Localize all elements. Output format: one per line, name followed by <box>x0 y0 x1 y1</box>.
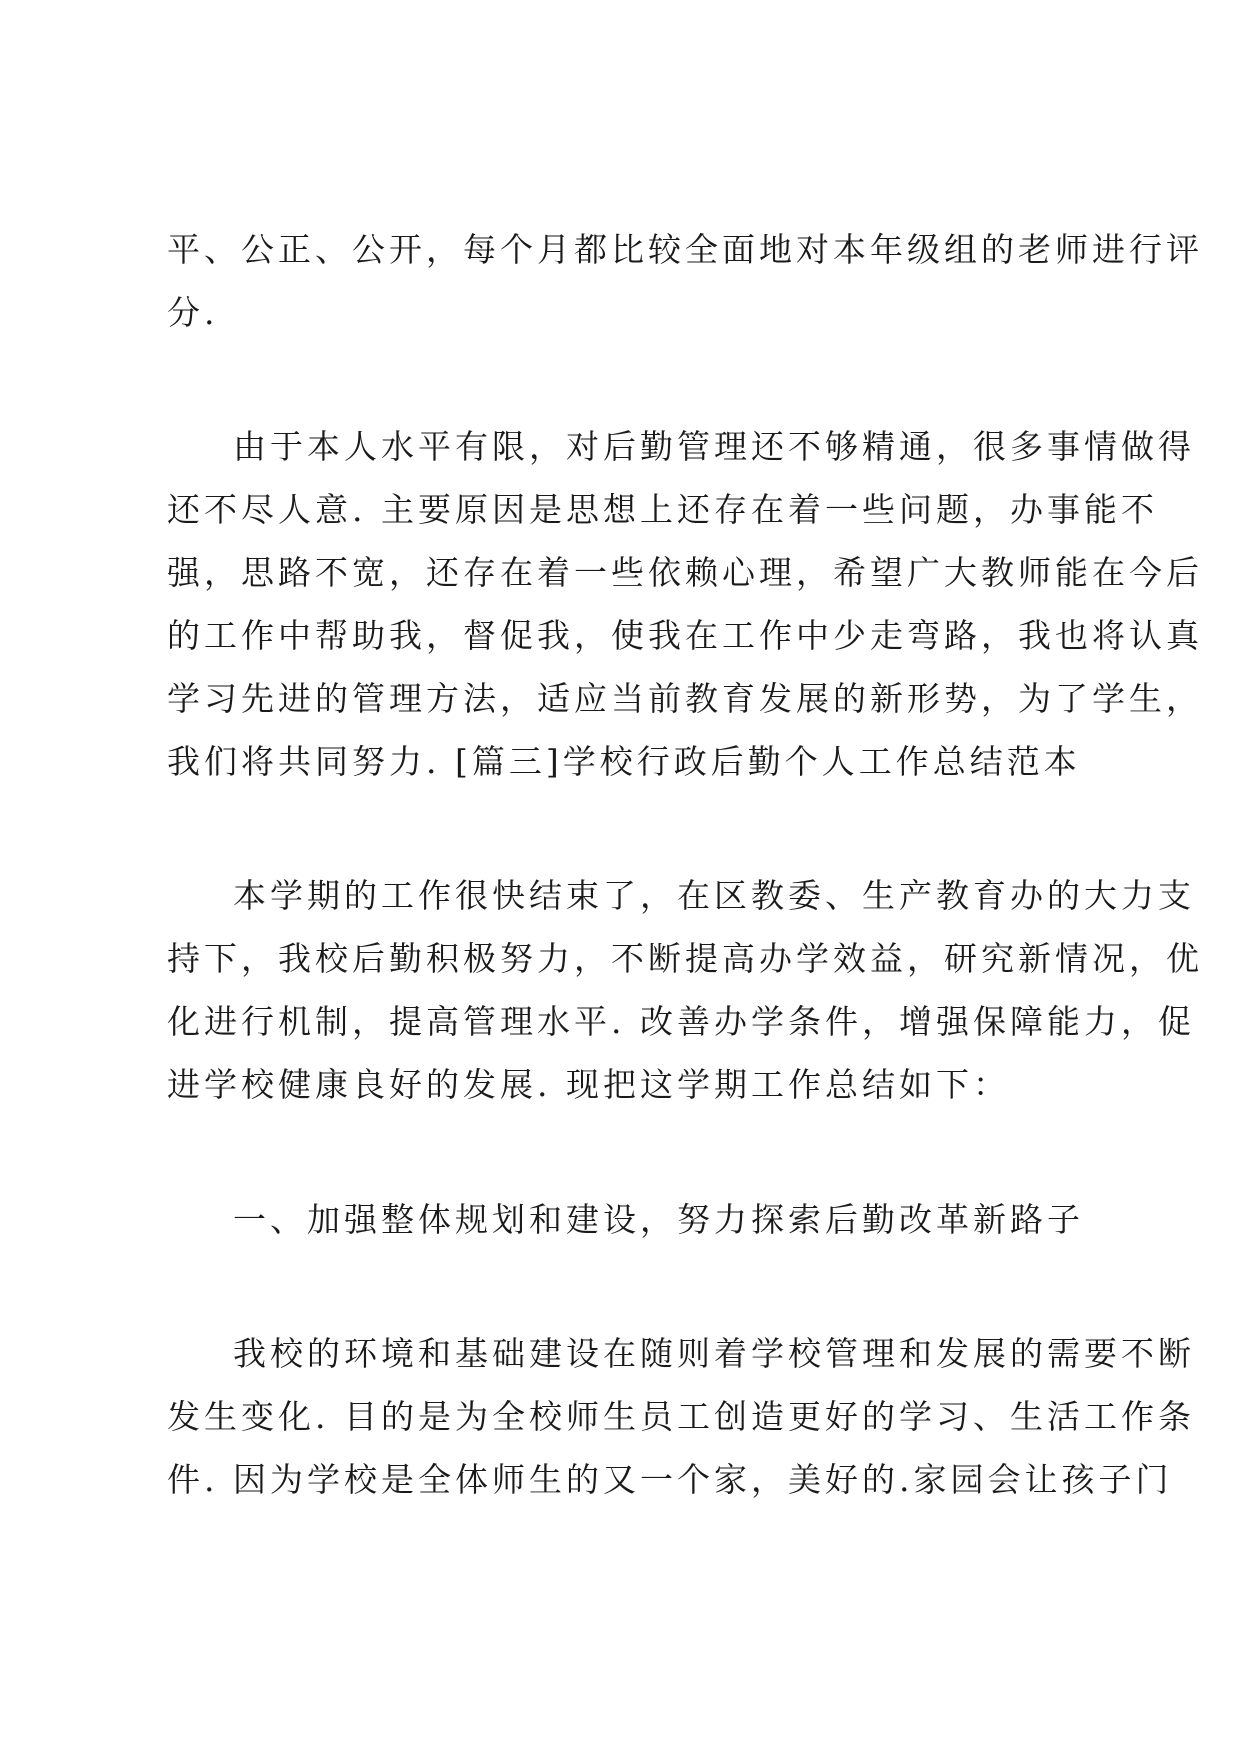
text-line: 持下，我校后勤积极努力，不断提高办学效益，研究新情况，优 <box>167 939 1203 978</box>
text-line: 我校的环境和基础建设在随则着学校管理和发展的需要不断 <box>233 1334 1195 1373</box>
section-heading <box>167 1188 1097 1251</box>
text-line: 发生变化. 目的是为全校师生员工创造更好的学习、生活工作条 <box>167 1397 1195 1436</box>
text-line: 学习先进的管理方法，适应当前教育发展的新形势，为了学生， <box>167 679 1203 718</box>
paragraph-environment <box>167 1322 1195 1511</box>
text-line: 本学期的工作很快结束了，在区教委、生产教育办的大力支 <box>233 876 1195 915</box>
text-line: 的工作中帮助我，督促我，使我在工作中少走弯路，我也将认真 <box>167 616 1203 655</box>
paragraph-continuation <box>167 218 1203 344</box>
text-line: 化进行机制，提高管理水平. 改善办学条件，增强保障能力，促 <box>167 1002 1195 1041</box>
text-line: 由于本人水平有限，对后勤管理还不够精通，很多事情做得 <box>233 427 1195 466</box>
paragraph-limitations <box>167 415 1203 793</box>
text-line: 平、公正、公开，每个月都比较全面地对本年级组的老师进行评 <box>167 230 1203 269</box>
text-line: 件. 因为学校是全体师生的又一个家，美好的.家园会让孩子门 <box>167 1460 1173 1499</box>
text-line: 我们将共同努力. [篇三]学校行政后勤个人工作总结范本 <box>167 742 1081 781</box>
text-line: 强，思路不宽，还存在着一些依赖心理，希望广大教师能在今后 <box>167 553 1203 592</box>
text-line: 一、加强整体规划和建设，努力探索后勤改革新路子 <box>233 1200 1084 1239</box>
text-line: 分. <box>167 293 219 332</box>
text-line: 进学校健康良好的发展. 现把这学期工作总结如下： <box>167 1065 1010 1104</box>
text-line: 还不尽人意. 主要原因是思想上还存在着一些问题，办事能不 <box>167 490 1158 529</box>
paragraph-semester-summary <box>167 864 1203 1116</box>
